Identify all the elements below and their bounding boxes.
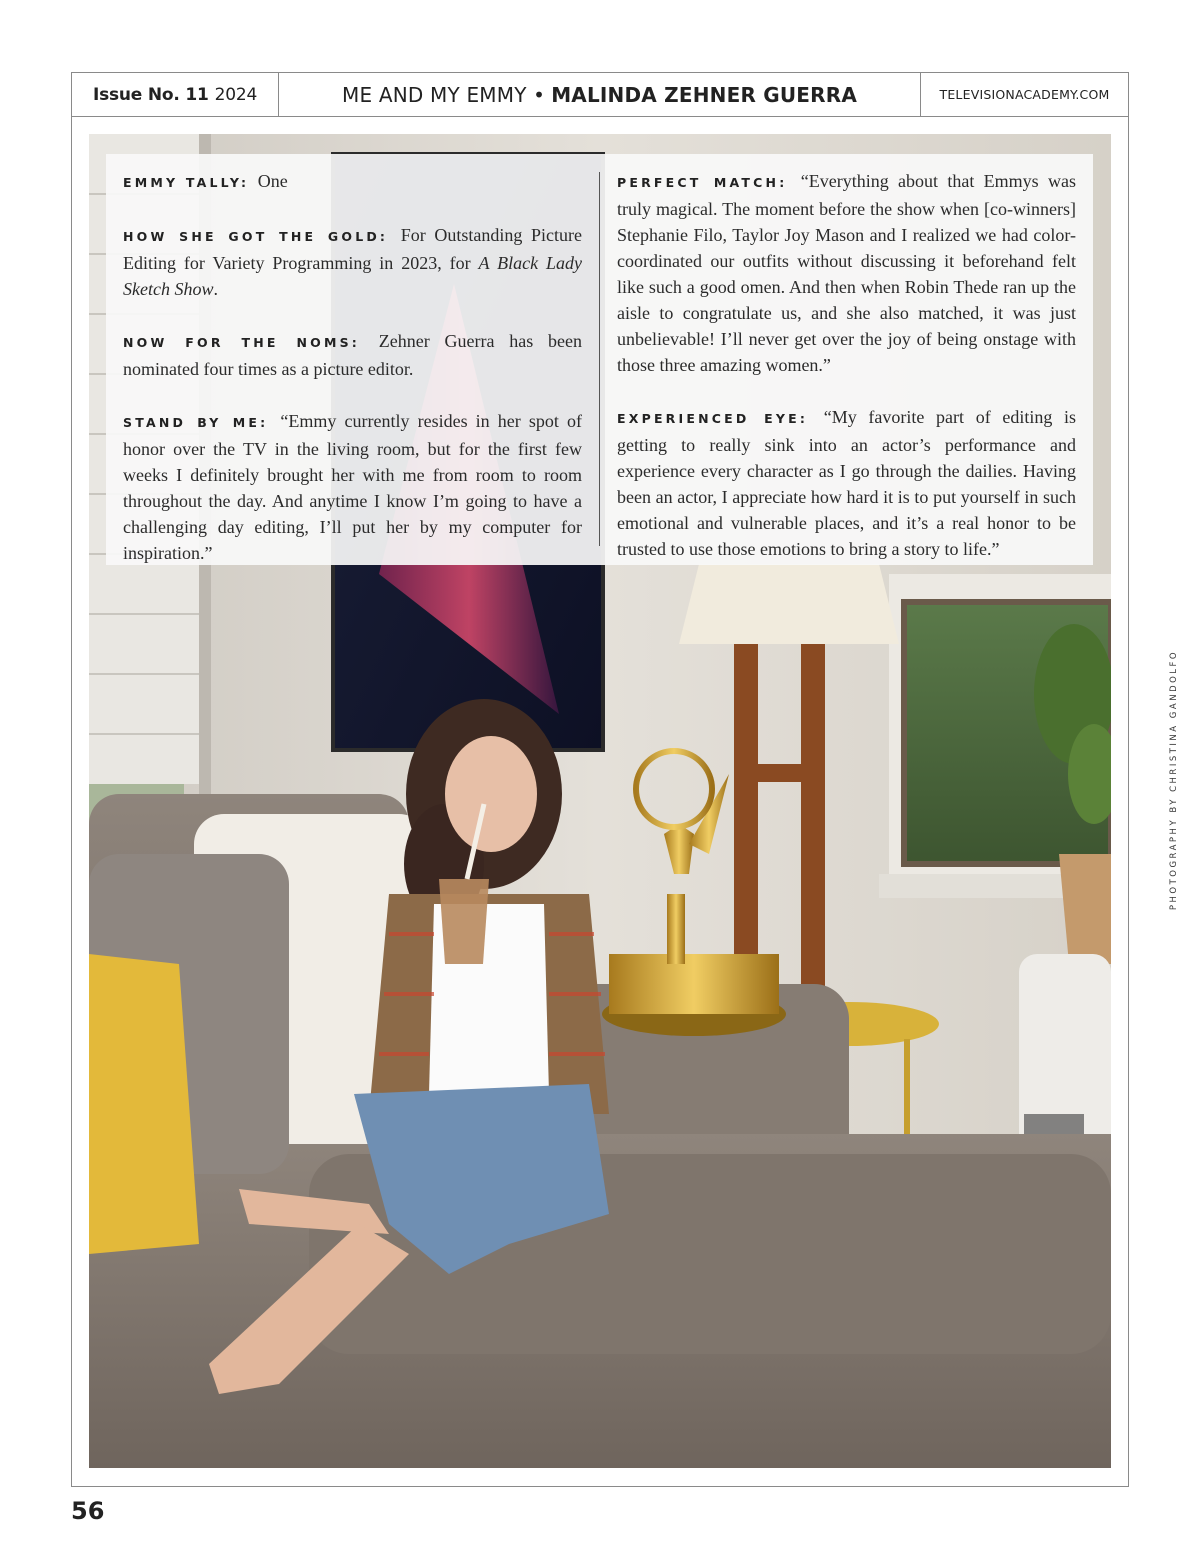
right-column (617, 168, 1076, 588)
issue-info (72, 73, 279, 116)
how-she-got-gold (123, 222, 582, 302)
eye-label: EXPERIENCED EYE: (617, 411, 809, 426)
left-column (123, 168, 582, 592)
gold-text: For Outstanding Picture Editing for Variety Programming in 2023, for (123, 225, 582, 273)
column-divider (599, 172, 600, 546)
gold-label: HOW SHE GOT THE GOLD: (123, 229, 389, 244)
perfect-match (617, 168, 1076, 378)
subject-name: MALINDA ZEHNER GUERRA (551, 82, 857, 107)
emmy-tally-text: One (257, 171, 288, 191)
match-text: “Everything about that Emmys was truly magical. The moment before the show when [co-winners] Stephanie Filo, Taylor Joy Mason and I realized we had color-coordinated our outfits without discussing it beforehand felt like such a good omen. And then when Robin Thede ran up the aisle to congratulate us, and she also matched, it was just unbelievable! I’ll never get over the joy of being onstage with those three amazing women.” (617, 171, 1077, 375)
page-header (71, 72, 1129, 117)
emmy-tally (123, 168, 582, 196)
photo-credit-text: PHOTOGRAPHY BY CHRISTINA GANDOLFO (1169, 649, 1179, 911)
stand-label: STAND BY ME: (123, 415, 269, 430)
gold-end: . (213, 279, 218, 299)
now-for-noms (123, 328, 582, 382)
photo-credit (1168, 649, 1180, 911)
match-label: PERFECT MATCH: (617, 175, 788, 190)
stand-text: “Emmy currently resides in her spot of honor over the TV in the living room, but for the first few weeks I definitely brought her with me from room to room throughout the day. And anytime I know I’m going to have a challenging day editing, I’ll put her by my computer for inspiration.” (123, 411, 583, 563)
site-url[interactable]: TELEVISIONACADEMY.COM (939, 87, 1110, 102)
emmy-tally-label: EMMY TALLY: (123, 175, 250, 190)
noms-label: NOW FOR THE NOMS: (123, 335, 360, 350)
eye-text: “My favorite part of editing is getting to really sink into an actor’s performance and experience every character as I go through the dailies. Having been an actor, I appreciate how hard it is to put yourself in such emotional and vulnerable places, and it’s a real honor to be trusted to use those emotions to bring a story to life.” (617, 407, 1077, 559)
issue-label: Issue No. 11 (92, 84, 209, 105)
page-number: 56 (71, 1497, 105, 1525)
show-title: A Black Lady Sketch Show (123, 253, 583, 299)
section-title (279, 73, 921, 116)
issue-year: 2024 (214, 84, 258, 105)
facts-panel (106, 154, 1093, 565)
stand-by-me (123, 408, 582, 566)
section-name: ME AND MY EMMY • (341, 82, 546, 107)
noms-text: Zehner Guerra has been nominated four times as a picture editor. (123, 331, 583, 379)
experienced-eye (617, 404, 1076, 562)
